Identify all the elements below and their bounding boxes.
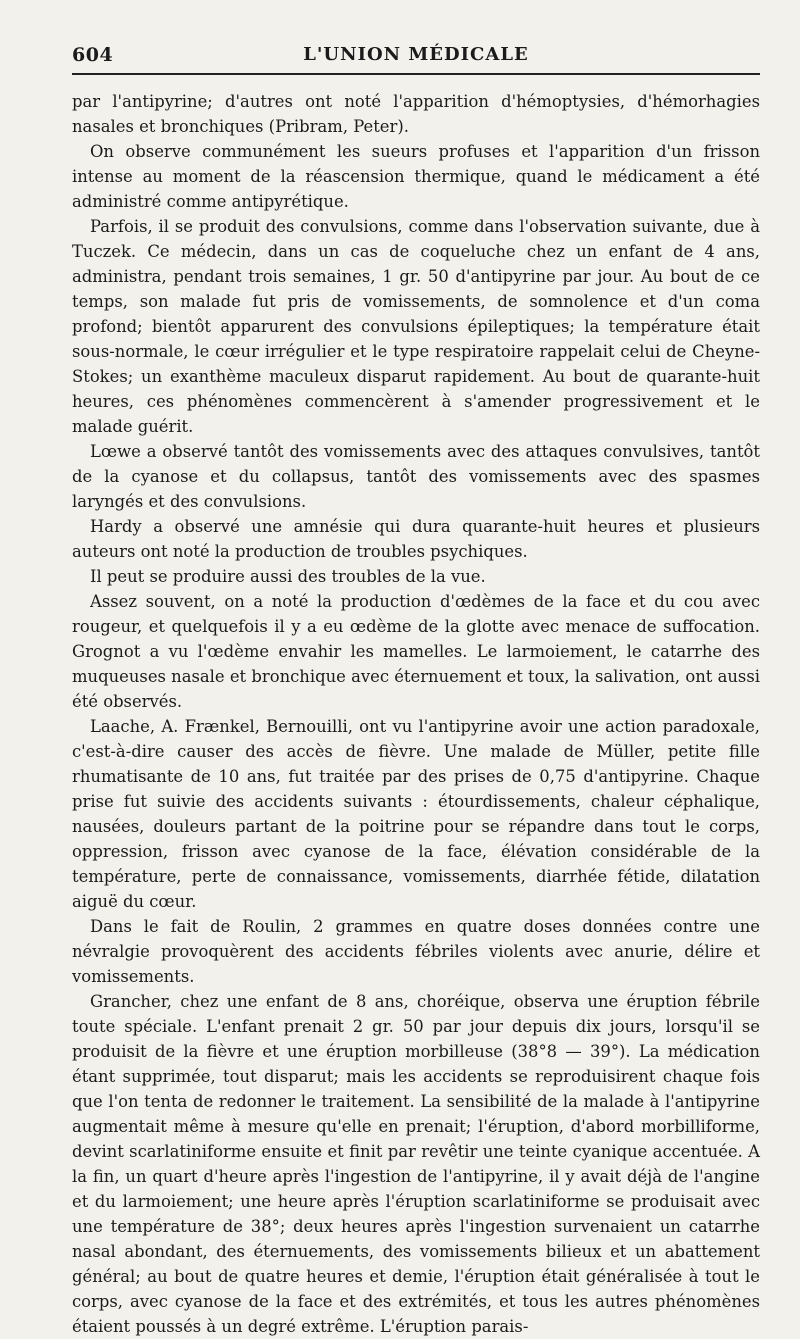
article-body — [72, 89, 760, 1339]
paragraph: Grancher, chez une enfant de 8 ans, choréique, observa une éruption fébrile toute spéciale. L'enfant prenait 2 gr. 50 par jour depuis dix jours, lorsqu'il se produisit de la fièvre et une éruption morbilleuse (38°8 — 39°). La médication étant supprimée, tout disparut; mais les accidents se reproduisirent chaque fois que l'on tenta de redonner le traitement. La sensibilité de la malade à l'antipyrine augmentait même à mesure qu'elle en prenait; l'éruption, d'abord morbilliforme, devint scarlatiniforme ensuite et finit par revêtir une teinte cyanique accentuée. A la fin, un quart d'heure après l'ingestion de l'antipyrine, il y avait déjà de l'angine et du larmoiement; une heure après l'éruption scarlatiniforme se produisait avec une température de 38°; deux heures après l'ingestion survenaient un catarrhe nasal abondant, des éternuements, des vomissements bilieux et un abattement général; au bout de quatre heures et demie, l'éruption était généralisée à tout le corps, avec cyanose de la face et des extrémités, et tous les autres phénomènes étaient poussés à un degré extrême. L'éruption parais- — [72, 992, 760, 1336]
page-number: 604 — [72, 44, 114, 66]
paragraph: par l'antipyrine; d'autres ont noté l'apparition d'hémoptysies, d'hémorhagies nasales et bronchiques (Pribram, Peter). — [72, 92, 760, 136]
paragraph: Assez souvent, on a noté la production d'œdèmes de la face et du cou avec rougeur, et quelquefois il y a eu œdème de la glotte avec menace de suffocation. Grognot a vu l'œdème envahir les mamelles. Le larmoiement, le catarrhe des muqueuses nasale et bronchique avec éternuement et toux, la salivation, ont aussi été observés. — [72, 592, 760, 711]
paragraph: On observe communément les sueurs profuses et l'apparition d'un frisson intense au moment de la réascension thermique, quand le médicament a été administré comme antipyrétique. — [72, 142, 760, 211]
paragraph: Dans le fait de Roulin, 2 grammes en quatre doses données contre une névralgie provoquèrent des accidents fébriles violents avec anurie, délire et vomissements. — [72, 917, 760, 986]
paragraph: Il peut se produire aussi des troubles de la vue. — [90, 567, 486, 586]
paragraph: Parfois, il se produit des convulsions, comme dans l'observation suivante, due à Tuczek. Ce médecin, dans un cas de coqueluche chez un enfant de 4 ans, administra, pendant trois semaines, 1 gr. 50 d'antipyrine par jour. Au bout de ce temps, son malade fut pris de vomissements, de somnolence et d'un coma profond; bientôt apparurent des convulsions épileptiques; la température était sous-normale, le cœur irrégulier et le type respiratoire rappelait celui de Cheyne-Stokes; un exanthème maculeux disparut rapidement. Au bout de quarante-huit heures, ces phénomènes commencèrent à s'amender progressivement et le malade guérit. — [72, 217, 760, 436]
header-rule — [72, 73, 760, 75]
paragraph: Laache, A. Frænkel, Bernouilli, ont vu l'antipyrine avoir une action paradoxale, c'est-à-dire causer des accès de fièvre. Une malade de Müller, petite fille rhumatisante de 10 ans, fut traitée par des prises de 0,75 d'antipyrine. Chaque prise fut suivie des accidents suivants : étourdissements, chaleur céphalique, nausées, douleurs partant de la poitrine pour se répandre dans tout le corps, oppression, frisson avec cyanose de la face, élévation considérable de la température, perte de connaissance, vomissements, diarrhée fétide, dilatation aiguë du cœur. — [72, 717, 760, 911]
paragraph: Hardy a observé une amnésie qui dura quarante-huit heures et plusieurs auteurs ont noté la production de troubles psychiques. — [72, 517, 760, 561]
paragraph: Lœwe a observé tantôt des vomissements avec des attaques convulsives, tantôt de la cyanose et du collapsus, tantôt des vomissements avec des spasmes laryngés et des convulsions. — [72, 442, 760, 511]
journal-title: L'UNION MÉDICALE — [303, 44, 529, 65]
running-header — [72, 38, 760, 72]
